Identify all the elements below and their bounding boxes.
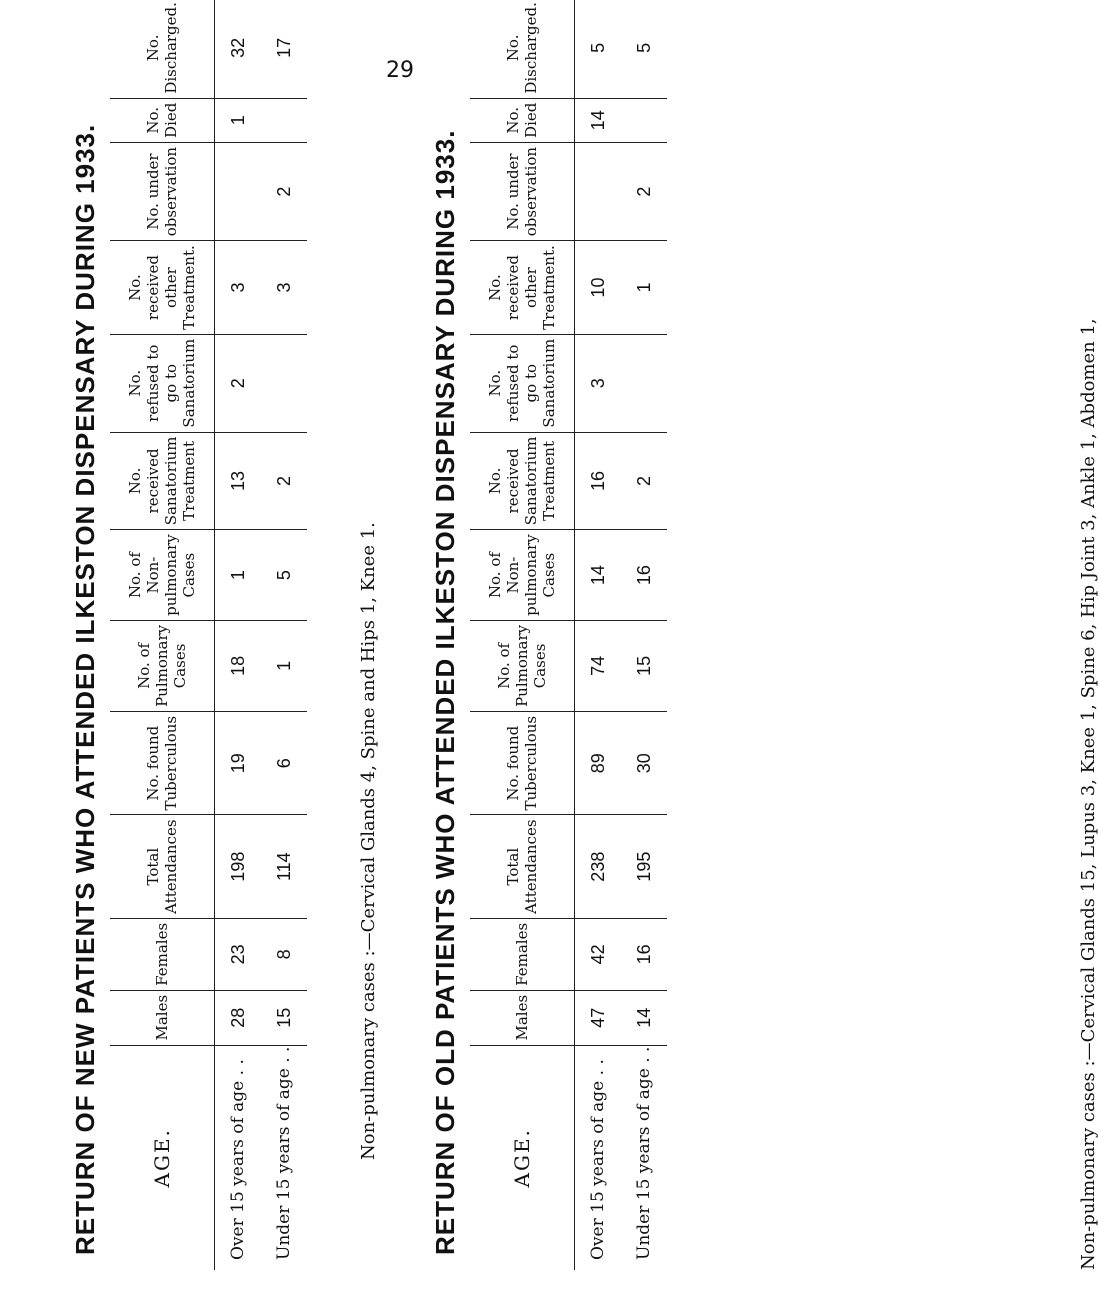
table-cell: 42 [575,918,622,990]
table-row [215,0,262,1270]
column-header: No. received Sanatorium Treatment [110,432,215,530]
table-cell: 2 [621,432,667,530]
column-header: No. received other Treatment. [110,241,215,335]
table-cell: 2 [621,142,667,240]
column-header: No. received Sanatorium Treatment [470,432,575,530]
table-cell: 15 [261,990,307,1045]
table-cell: 47 [575,990,622,1045]
table-cell [575,142,622,240]
table-cell: 32 [215,0,262,98]
new-patients-table [110,0,307,1270]
table-cell [261,98,307,142]
column-header: Males [470,990,575,1045]
old-patients-table [470,0,667,1270]
column-header: No. Died [110,98,215,142]
table-cell: 2 [261,432,307,530]
age-cell: Over 15 years of age . . [215,1045,262,1270]
age-cell: Under 15 years of age . . [621,1045,667,1270]
table-cell: 8 [261,918,307,990]
column-header: Total Attendances [470,815,575,918]
table-cell: 14 [575,98,622,142]
table-cell [621,334,667,432]
table-cell: 18 [215,620,262,711]
table-cell: 5 [621,0,667,98]
column-header: No. Discharged. [110,0,215,98]
column-header: Females [470,918,575,990]
table-cell: 16 [575,432,622,530]
column-header: No. of Non-pulmonary Cases [470,530,575,621]
column-header: No. received other Treatment. [470,241,575,335]
age-cell: Over 15 years of age . . [575,1045,622,1270]
new-patients-title: RETURN OF NEW PATIENTS WHO ATTENDED ILKESTON DISPENSARY DURING 1933. [70,123,100,1255]
column-header: AGE. [110,1045,215,1270]
table-cell: 10 [575,241,622,335]
table-cell: 74 [575,620,622,711]
table-cell: 198 [215,815,262,918]
old-patients-footnote: Non-pulmonary cases :—Cervical Glands 15, Lupus 3, Knee 1, Spine 6, Hip Joint 3, Ankle 1, Abdomen 1, [1078,318,1099,1270]
table-row [575,0,622,1270]
table-cell: 16 [621,918,667,990]
new-patients-section [60,2,379,1270]
new-patients-footnote: Non-pulmonary cases :—Cervical Glands 4, Spine and Hips 1, Knee 1. [358,522,379,1160]
table-cell [215,142,262,240]
table-cell: 5 [261,530,307,621]
table-cell: 5 [575,0,622,98]
table-cell: 13 [215,432,262,530]
table-cell [621,98,667,142]
column-header: AGE. [470,1045,575,1270]
column-header: No. refused to go to Sanatorium [470,334,575,432]
table-cell: 17 [261,0,307,98]
table-cell: 19 [215,711,262,815]
table-cell: 30 [621,711,667,815]
table-cell: 14 [575,530,622,621]
page-number: 29 [386,58,414,83]
table-cell: 1 [215,98,262,142]
table-cell: 3 [261,241,307,335]
column-header: Males [110,990,215,1045]
table-cell: 23 [215,918,262,990]
column-header: No. Discharged. [470,0,575,98]
column-header: No. found Tuberculous [470,711,575,815]
table-cell: 14 [621,990,667,1045]
old-patients-section [420,2,1099,1270]
column-header: No. under observation [470,142,575,240]
table-cell: 2 [215,334,262,432]
table-cell: 1 [621,241,667,335]
column-header: No. Died [470,98,575,142]
column-header: No. found Tuberculous [110,711,215,815]
table-cell: 28 [215,990,262,1045]
column-header: No. under observation [110,142,215,240]
table-cell: 195 [621,815,667,918]
table-cell: 3 [215,241,262,335]
table-cell: 1 [215,530,262,621]
table-cell: 238 [575,815,622,918]
table-cell: 2 [261,142,307,240]
table-cell: 1 [261,620,307,711]
table-cell: 15 [621,620,667,711]
table-header-row [110,0,215,1270]
table-cell: 89 [575,711,622,815]
table-row [261,0,307,1270]
column-header: No. of Pulmonary Cases [470,620,575,711]
column-header: No. of Pulmonary Cases [110,620,215,711]
table-cell: 16 [621,530,667,621]
table-header-row [470,0,575,1270]
table-row [621,0,667,1270]
column-header: Total Attendances [110,815,215,918]
column-header: No. refused to go to Sanatorium [110,334,215,432]
table-cell: 3 [575,334,622,432]
column-header: No. of Non-pulmonary Cases [110,530,215,621]
age-cell: Under 15 years of age . . [261,1045,307,1270]
table-cell: 114 [261,815,307,918]
table-cell [261,334,307,432]
old-patients-title: RETURN OF OLD PATIENTS WHO ATTENDED ILKESTON DISPENSARY DURING 1933. [430,129,460,1255]
column-header: Females [110,918,215,990]
table-cell: 6 [261,711,307,815]
